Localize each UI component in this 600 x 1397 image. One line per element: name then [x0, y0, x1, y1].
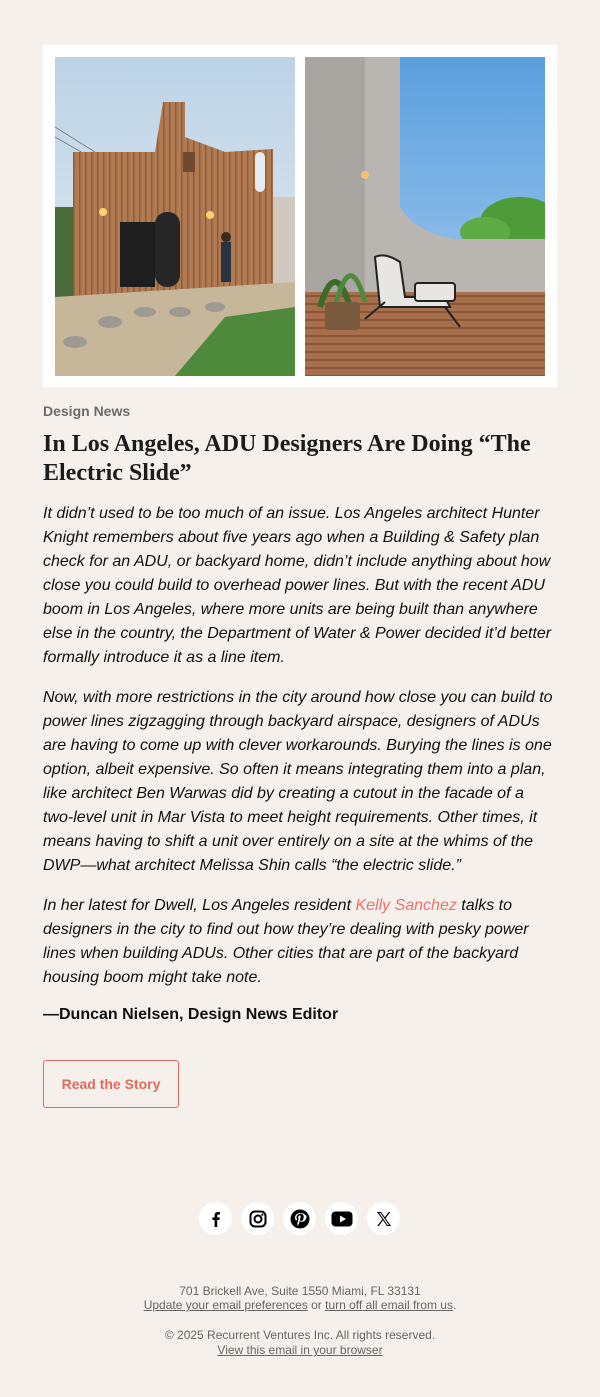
adu-wood-facade-photo[interactable] — [55, 57, 295, 376]
article-paragraph-2: Now, with more restrictions in the city around how close you can build to power lines zigzagging through backyard airspace, designers of ADUs are having to come up with clever workarounds. Burying the lines is one option, albeit expensive. So often it means integrating them into a plan, like architect Ben Warwas did by creating a cutout in the facade of a two-level unit in Mar Vista to meet height requirements. Other times, it means having to shift a unit over entirely on a site at the whims of the DWP—what architect Melissa Shin calls “the electric slide.” — [43, 689, 553, 874]
instagram-icon[interactable] — [241, 1202, 274, 1235]
x-icon[interactable] — [367, 1202, 400, 1235]
or-separator: or — [307, 1298, 326, 1312]
company-address: 701 Brickell Ave, Suite 1550 Miami, FL 33131 — [179, 1284, 421, 1298]
adu-patio-photo[interactable] — [305, 57, 545, 376]
editor-signoff: —Duncan Nielsen, Design News Editor — [43, 1006, 339, 1023]
pinterest-icon[interactable] — [283, 1202, 316, 1235]
youtube-icon[interactable] — [325, 1202, 358, 1235]
unsubscribe-link[interactable]: turn off all email from us — [325, 1298, 453, 1312]
copyright-text: © 2025 Recurrent Ventures Inc. All rights reserved. — [164, 1328, 436, 1342]
view-in-browser-link[interactable]: View this email in your browser — [217, 1343, 383, 1357]
read-the-story-button[interactable]: Read the Story — [43, 1060, 179, 1108]
hero-image-frame — [43, 45, 557, 387]
social-links — [199, 1202, 400, 1235]
view-in-browser-line — [0, 1343, 600, 1358]
update-preferences-link[interactable]: Update your email preferences — [143, 1298, 308, 1312]
article-paragraph-1: It didn’t used to be too much of an issue. Los Angeles architect Hunter Knight remembers about five years ago when a Building & Safety plan check for an ADU, or backyard home, didn’t include anything about how close you could build to overhead power lines. But with the recent ADU boom in Los Angeles, where more units are being built than anywhere else in the country, the Department of Water & Power decided it’d better formally introduce it as a line item. — [43, 505, 552, 666]
paragraph-3-lead-text: In her latest for Dwell, Los Angeles resident — [43, 897, 356, 914]
paragraph-3-rest-text: talks to designers in the city to find out how they’re dealing with pesky power lines when building ADUs. Other cities that are part of the backyard housing boom might take note. — [43, 897, 529, 986]
facebook-icon[interactable] — [199, 1202, 232, 1235]
email-preferences-line — [0, 1298, 600, 1313]
article-headline[interactable]: In Los Angeles, ADU Designers Are Doing “The Electric Slide” — [43, 431, 531, 486]
author-link-kelly-sanchez[interactable]: Kelly Sanchez — [355, 897, 457, 914]
category-label: Design News — [43, 403, 131, 419]
prefs-period: . — [452, 1298, 457, 1312]
article-paragraph-3 — [43, 894, 557, 990]
